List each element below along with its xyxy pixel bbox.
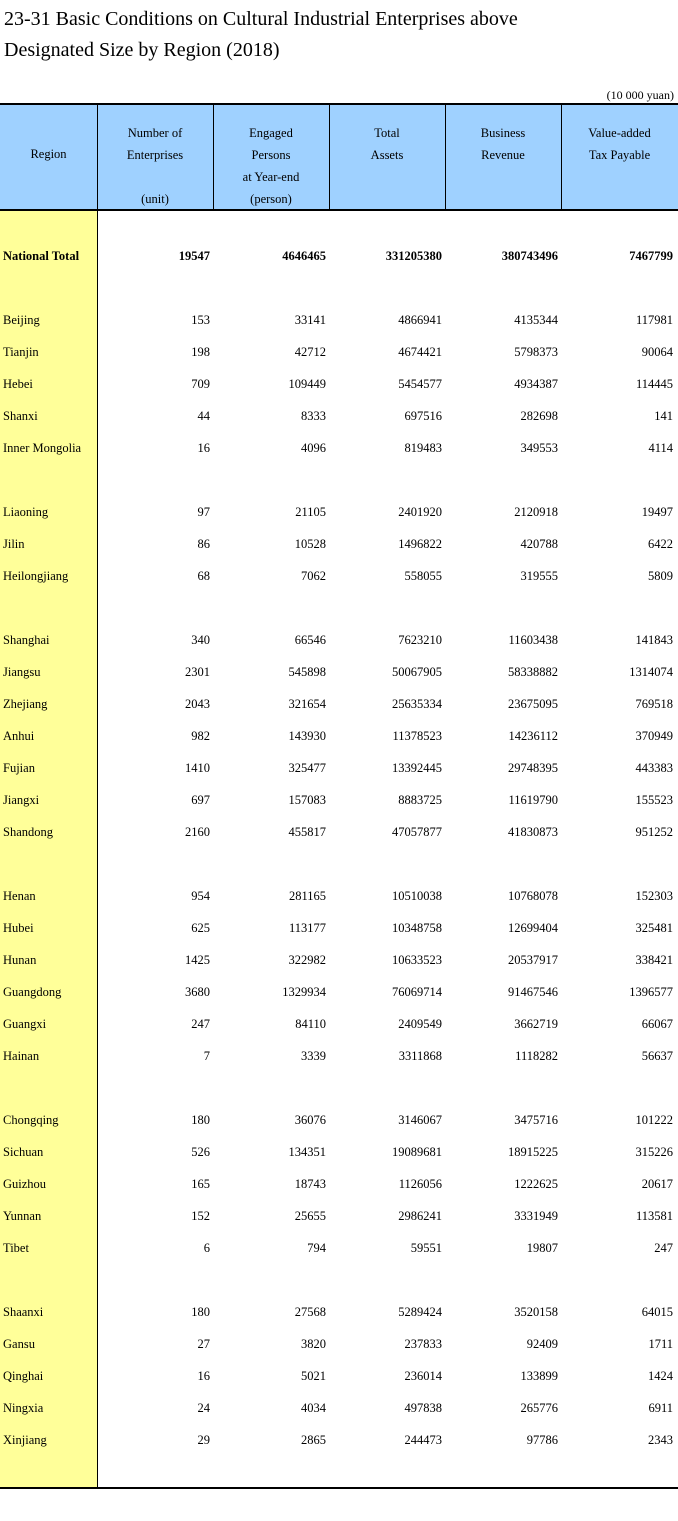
table-row xyxy=(0,1429,678,1451)
cell-vat: 6422 xyxy=(648,537,673,551)
region-name: Guizhou xyxy=(3,1177,47,1191)
cell-assets: 13392445 xyxy=(392,761,442,775)
column-divider xyxy=(329,105,330,209)
table-row xyxy=(0,789,678,811)
region-name: Qinghai xyxy=(3,1369,44,1383)
region-name: Guangxi xyxy=(3,1017,47,1031)
cell-enterprises: 7 xyxy=(203,1049,210,1063)
cell-revenue: 5798373 xyxy=(514,345,558,359)
table-row xyxy=(0,1013,678,1035)
cell-enterprises: 625 xyxy=(191,921,210,935)
cell-enterprises: 19547 xyxy=(178,249,210,263)
cell-vat: 4114 xyxy=(648,441,673,455)
table-row xyxy=(0,693,678,715)
column-divider xyxy=(213,105,214,209)
cell-persons: 25655 xyxy=(294,1209,326,1223)
header-persons-l1: Engaged xyxy=(249,126,293,140)
cell-vat: 951252 xyxy=(635,825,673,839)
header-assets-l1: Total xyxy=(374,126,400,140)
cell-revenue: 91467546 xyxy=(508,985,558,999)
header-enterprises-l1: Number of xyxy=(127,126,183,140)
cell-persons: 321654 xyxy=(288,697,326,711)
cell-vat: 114445 xyxy=(635,377,673,391)
cell-vat: 769518 xyxy=(635,697,673,711)
table-row xyxy=(0,341,678,363)
page-title xyxy=(4,4,674,66)
cell-revenue: 282698 xyxy=(520,409,558,423)
cell-persons: 42712 xyxy=(294,345,326,359)
header-revenue-l1: Business xyxy=(480,126,526,140)
table-row-total xyxy=(0,245,678,267)
cell-revenue: 20537917 xyxy=(508,953,558,967)
cell-persons: 5021 xyxy=(301,1369,326,1383)
cell-vat: 64015 xyxy=(641,1305,673,1319)
cell-enterprises: 180 xyxy=(191,1113,210,1127)
table-row xyxy=(0,1173,678,1195)
cell-vat: 370949 xyxy=(635,729,673,743)
header-revenue-l2: Revenue xyxy=(481,148,525,162)
table-row xyxy=(0,1301,678,1323)
cell-revenue: 23675095 xyxy=(508,697,558,711)
cell-persons: 109449 xyxy=(288,377,326,391)
cell-revenue: 10768078 xyxy=(508,889,558,903)
table-row xyxy=(0,885,678,907)
region-name: Sichuan xyxy=(3,1145,44,1159)
cell-persons: 7062 xyxy=(301,569,326,583)
cell-persons: 1329934 xyxy=(282,985,326,999)
cell-persons: 322982 xyxy=(288,953,326,967)
region-name: Liaoning xyxy=(3,505,49,519)
cell-vat: 338421 xyxy=(635,953,673,967)
cell-assets: 236014 xyxy=(404,1369,442,1383)
cell-enterprises: 982 xyxy=(191,729,210,743)
header-persons xyxy=(213,105,329,209)
cell-vat: 101222 xyxy=(635,1113,673,1127)
cell-assets: 19089681 xyxy=(392,1145,442,1159)
cell-persons: 3820 xyxy=(301,1337,326,1351)
cell-assets: 244473 xyxy=(404,1433,442,1447)
table-row xyxy=(0,405,678,427)
region-name: Tibet xyxy=(3,1241,29,1255)
cell-assets: 76069714 xyxy=(392,985,442,999)
cell-persons: 143930 xyxy=(288,729,326,743)
header-persons-l4: (person) xyxy=(250,192,292,206)
cell-revenue: 3662719 xyxy=(514,1017,558,1031)
cell-assets: 3146067 xyxy=(398,1113,442,1127)
cell-vat: 66067 xyxy=(641,1017,673,1031)
cell-persons: 10528 xyxy=(294,537,326,551)
cell-vat: 141843 xyxy=(635,633,673,647)
header-enterprises-l3 xyxy=(97,166,213,188)
cell-enterprises: 153 xyxy=(191,313,210,327)
cell-enterprises: 16 xyxy=(197,441,210,455)
cell-revenue: 3475716 xyxy=(514,1113,558,1127)
cell-assets: 10633523 xyxy=(392,953,442,967)
region-name: Hubei xyxy=(3,921,34,935)
cell-revenue: 4934387 xyxy=(514,377,558,391)
cell-revenue: 3331949 xyxy=(514,1209,558,1223)
table-row xyxy=(0,725,678,747)
cell-vat: 141 xyxy=(654,409,673,423)
cell-revenue: 29748395 xyxy=(508,761,558,775)
cell-enterprises: 6 xyxy=(203,1241,210,1255)
table-row xyxy=(0,757,678,779)
cell-assets: 5289424 xyxy=(398,1305,442,1319)
cell-assets: 2986241 xyxy=(398,1209,442,1223)
header-persons-l3: at Year-end xyxy=(242,170,300,184)
region-name: Inner Mongolia xyxy=(3,441,82,455)
cell-revenue: 92409 xyxy=(526,1337,558,1351)
title-line-2: Designated Size by Region (2018) xyxy=(4,39,280,61)
region-name: Heilongjiang xyxy=(3,569,69,583)
cell-persons: 36076 xyxy=(294,1113,326,1127)
cell-assets: 819483 xyxy=(404,441,442,455)
cell-persons: 8333 xyxy=(301,409,326,423)
cell-persons: 113177 xyxy=(288,921,326,935)
column-divider xyxy=(561,105,562,209)
cell-persons: 157083 xyxy=(288,793,326,807)
header-assets-l2: Assets xyxy=(370,148,404,162)
cell-assets: 497838 xyxy=(404,1401,442,1415)
cell-enterprises: 1425 xyxy=(185,953,210,967)
cell-persons: 84110 xyxy=(295,1017,326,1031)
region-name: Anhui xyxy=(3,729,35,743)
cell-vat: 1396577 xyxy=(629,985,673,999)
region-name: Hainan xyxy=(3,1049,40,1063)
table-row xyxy=(0,821,678,843)
cell-assets: 25635334 xyxy=(392,697,442,711)
cell-enterprises: 526 xyxy=(191,1145,210,1159)
region-name: Shanghai xyxy=(3,633,50,647)
cell-revenue: 12699404 xyxy=(508,921,558,935)
cell-assets: 4674421 xyxy=(398,345,442,359)
cell-revenue: 265776 xyxy=(520,1401,558,1415)
cell-revenue: 420788 xyxy=(520,537,558,551)
cell-assets: 3311868 xyxy=(398,1049,442,1063)
cell-revenue: 14236112 xyxy=(508,729,558,743)
table-row xyxy=(0,981,678,1003)
table-row xyxy=(0,437,678,459)
cell-assets: 10510038 xyxy=(392,889,442,903)
cell-vat: 247 xyxy=(654,1241,673,1255)
cell-vat: 20617 xyxy=(641,1177,673,1191)
cell-vat: 5809 xyxy=(648,569,673,583)
cell-enterprises: 340 xyxy=(191,633,210,647)
cell-revenue: 11619790 xyxy=(508,793,558,807)
cell-revenue: 11603438 xyxy=(508,633,558,647)
cell-vat: 90064 xyxy=(641,345,673,359)
cell-enterprises: 97 xyxy=(197,505,210,519)
table-row xyxy=(0,1205,678,1227)
region-name: Henan xyxy=(3,889,36,903)
cell-enterprises: 27 xyxy=(197,1337,210,1351)
cell-revenue: 41830873 xyxy=(508,825,558,839)
cell-enterprises: 1410 xyxy=(185,761,210,775)
cell-enterprises: 697 xyxy=(191,793,210,807)
table-row xyxy=(0,661,678,683)
table-row xyxy=(0,949,678,971)
region-name: Chongqing xyxy=(3,1113,59,1127)
cell-persons: 18743 xyxy=(294,1177,326,1191)
cell-revenue: 380743496 xyxy=(501,249,558,263)
cell-vat: 155523 xyxy=(635,793,673,807)
cell-assets: 1126056 xyxy=(398,1177,442,1191)
cell-revenue: 1222625 xyxy=(514,1177,558,1191)
table-row xyxy=(0,565,678,587)
cell-assets: 1496822 xyxy=(398,537,442,551)
table-row xyxy=(0,1397,678,1419)
cell-enterprises: 2043 xyxy=(185,697,210,711)
header-vat-l2: Tax Payable xyxy=(588,148,651,162)
cell-assets: 8883725 xyxy=(398,793,442,807)
table-row xyxy=(0,501,678,523)
table-row xyxy=(0,1045,678,1067)
cell-vat: 315226 xyxy=(635,1145,673,1159)
cell-enterprises: 16 xyxy=(197,1369,210,1383)
region-name: Fujian xyxy=(3,761,35,775)
table-row xyxy=(0,309,678,331)
cell-enterprises: 247 xyxy=(191,1017,210,1031)
region-name: Shaanxi xyxy=(3,1305,44,1319)
region-name: Beijing xyxy=(3,313,40,327)
cell-revenue: 1118282 xyxy=(515,1049,558,1063)
region-name: Ningxia xyxy=(3,1401,44,1415)
table-row xyxy=(0,1141,678,1163)
cell-assets: 47057877 xyxy=(392,825,442,839)
region-name: National Total xyxy=(3,249,80,263)
cell-enterprises: 180 xyxy=(191,1305,210,1319)
cell-persons: 4646465 xyxy=(282,249,326,263)
cell-revenue: 3520158 xyxy=(514,1305,558,1319)
region-column-background xyxy=(0,211,97,1488)
cell-assets: 558055 xyxy=(404,569,442,583)
cell-persons: 21105 xyxy=(295,505,326,519)
region-name: Jiangsu xyxy=(3,665,41,679)
cell-revenue: 133899 xyxy=(520,1369,558,1383)
cell-vat: 1711 xyxy=(648,1337,673,1351)
region-name: Hunan xyxy=(3,953,37,967)
cell-persons: 455817 xyxy=(288,825,326,839)
region-name: Guangdong xyxy=(3,985,62,999)
cell-enterprises: 68 xyxy=(197,569,210,583)
cell-vat: 56637 xyxy=(641,1049,673,1063)
bottom-rule xyxy=(0,1487,678,1489)
region-name: Hebei xyxy=(3,377,33,391)
cell-enterprises: 44 xyxy=(197,409,210,423)
header-enterprises-l4: (unit) xyxy=(141,192,169,206)
cell-revenue: 58338882 xyxy=(508,665,558,679)
header-revenue xyxy=(445,105,561,209)
cell-revenue: 319555 xyxy=(520,569,558,583)
cell-persons: 33141 xyxy=(294,313,326,327)
table-row xyxy=(0,1365,678,1387)
cell-enterprises: 86 xyxy=(197,537,210,551)
cell-vat: 113581 xyxy=(635,1209,673,1223)
cell-assets: 237833 xyxy=(404,1337,442,1351)
header-persons-l2: Persons xyxy=(251,148,291,162)
cell-vat: 6911 xyxy=(648,1401,673,1415)
cell-enterprises: 198 xyxy=(191,345,210,359)
cell-assets: 50067905 xyxy=(392,665,442,679)
region-name: Jilin xyxy=(3,537,25,551)
table-row xyxy=(0,373,678,395)
cell-vat: 325481 xyxy=(635,921,673,935)
cell-enterprises: 709 xyxy=(191,377,210,391)
region-name: Tianjin xyxy=(3,345,39,359)
cell-assets: 59551 xyxy=(410,1241,442,1255)
cell-assets: 5454577 xyxy=(398,377,442,391)
table-row xyxy=(0,1237,678,1259)
unit-note: (10 000 yuan) xyxy=(606,88,674,102)
cell-persons: 4034 xyxy=(301,1401,326,1415)
data-table xyxy=(0,103,678,1488)
cell-revenue: 349553 xyxy=(520,441,558,455)
region-name: Yunnan xyxy=(3,1209,42,1223)
cell-enterprises: 2160 xyxy=(185,825,210,839)
header-vat-l1: Value-added xyxy=(588,126,651,140)
header-vat xyxy=(561,105,678,209)
cell-enterprises: 29 xyxy=(197,1433,210,1447)
cell-vat: 1314074 xyxy=(629,665,673,679)
cell-vat: 443383 xyxy=(635,761,673,775)
cell-enterprises: 24 xyxy=(197,1401,210,1415)
cell-vat: 117981 xyxy=(635,313,673,327)
cell-persons: 66546 xyxy=(294,633,326,647)
cell-assets: 2409549 xyxy=(398,1017,442,1031)
table-row xyxy=(0,917,678,939)
cell-revenue: 19807 xyxy=(526,1241,558,1255)
region-name: Xinjiang xyxy=(3,1433,47,1447)
region-name: Jiangxi xyxy=(3,793,40,807)
cell-revenue: 2120918 xyxy=(514,505,558,519)
cell-persons: 27568 xyxy=(294,1305,326,1319)
cell-vat: 1424 xyxy=(648,1369,673,1383)
cell-persons: 281165 xyxy=(288,889,326,903)
cell-enterprises: 165 xyxy=(191,1177,210,1191)
cell-vat: 7467799 xyxy=(629,249,673,263)
cell-persons: 3339 xyxy=(301,1049,326,1063)
cell-revenue: 18915225 xyxy=(508,1145,558,1159)
cell-enterprises: 954 xyxy=(191,889,210,903)
cell-persons: 325477 xyxy=(288,761,326,775)
region-name: Shandong xyxy=(3,825,53,839)
cell-enterprises: 152 xyxy=(191,1209,210,1223)
cell-enterprises: 3680 xyxy=(185,985,210,999)
cell-vat: 152303 xyxy=(635,889,673,903)
cell-persons: 545898 xyxy=(288,665,326,679)
cell-persons: 794 xyxy=(307,1241,326,1255)
cell-assets: 4866941 xyxy=(398,313,442,327)
cell-assets: 331205380 xyxy=(385,249,442,263)
cell-assets: 2401920 xyxy=(398,505,442,519)
header-enterprises xyxy=(97,105,213,209)
header-assets xyxy=(329,105,445,209)
cell-persons: 4096 xyxy=(301,441,326,455)
cell-revenue: 97786 xyxy=(526,1433,558,1447)
cell-enterprises: 2301 xyxy=(185,665,210,679)
cell-persons: 2865 xyxy=(301,1433,326,1447)
column-divider xyxy=(445,105,446,209)
region-name: Gansu xyxy=(3,1337,35,1351)
table-row xyxy=(0,533,678,555)
cell-assets: 11378523 xyxy=(392,729,442,743)
cell-assets: 7623210 xyxy=(398,633,442,647)
header-enterprises-l2: Enterprises xyxy=(126,148,184,162)
cell-persons: 134351 xyxy=(288,1145,326,1159)
region-name: Shanxi xyxy=(3,409,38,423)
cell-vat: 19497 xyxy=(641,505,673,519)
header-region: Region xyxy=(30,147,67,161)
table-row xyxy=(0,629,678,651)
cell-assets: 10348758 xyxy=(392,921,442,935)
region-name: Zhejiang xyxy=(3,697,48,711)
cell-vat: 2343 xyxy=(648,1433,673,1447)
cell-assets: 697516 xyxy=(404,409,442,423)
table-row xyxy=(0,1333,678,1355)
table-row xyxy=(0,1109,678,1131)
cell-revenue: 4135344 xyxy=(514,313,558,327)
title-line-1: 23-31 Basic Conditions on Cultural Industrial Enterprises above xyxy=(4,8,518,30)
